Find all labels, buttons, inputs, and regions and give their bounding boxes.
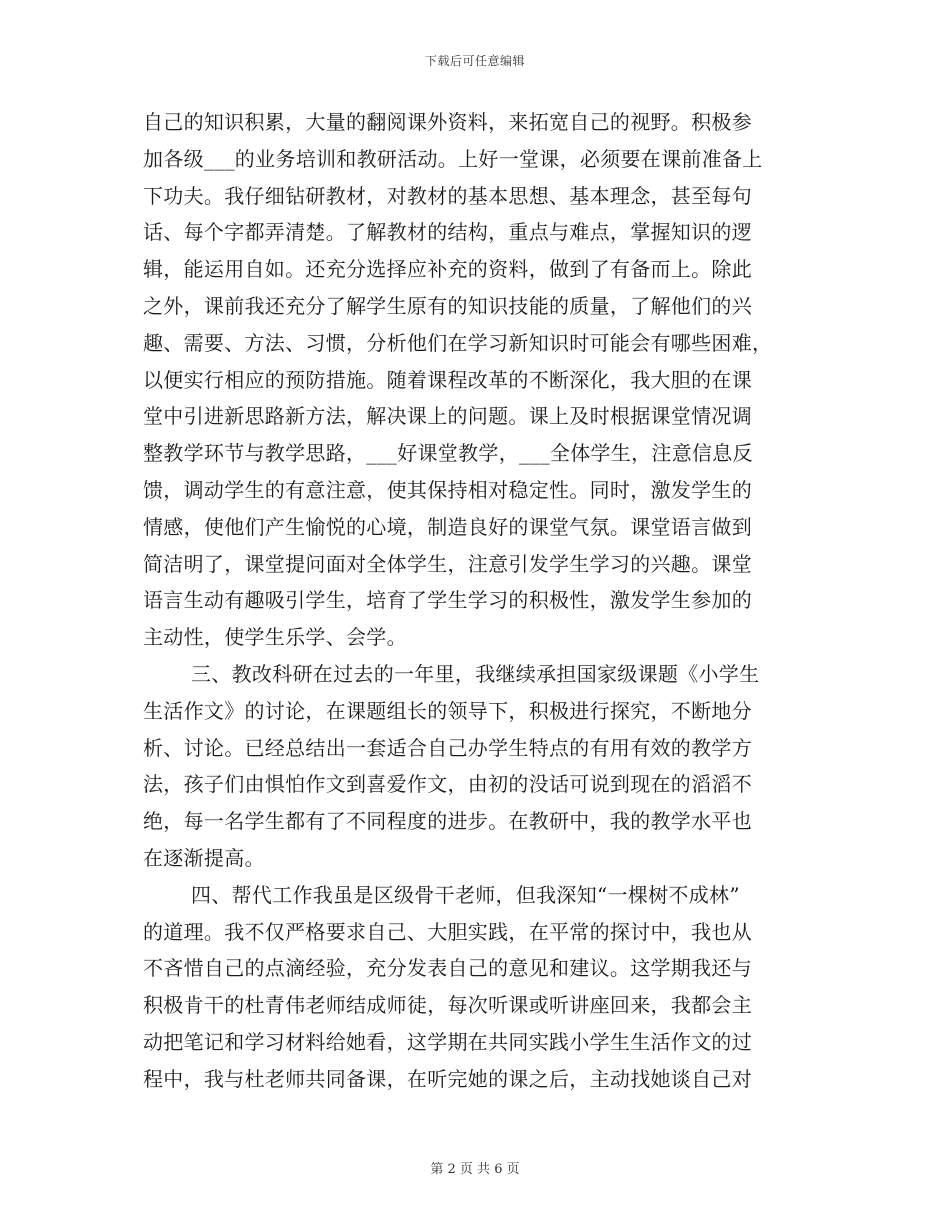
text-line: 以便实行相应的预防措施。随着课程改革的不断深化，我大胆的在课 [143, 367, 752, 392]
paragraph-start-section-4: 四、帮代工作我虽是区级骨干老师，但我深知“一棵树不成林” [191, 882, 740, 907]
text-line: 析、讨论。已经总结出一套适合自己办学生特点的有用有效的教学方 [143, 735, 752, 760]
text-line: 下功夫。我仔细钻研教材，对教材的基本思想、基本理念，甚至每句 [143, 183, 752, 208]
text-line: 生活作文》的讨论，在课题组长的领导下，积极进行探究，不断地分 [143, 698, 752, 723]
text-line: 绝，每一名学生都有了不同程度的进步。在教研中，我的教学水平也 [143, 809, 752, 834]
text-line: 在逐渐提高。 [143, 845, 265, 870]
text-line: 加各级___的业务培训和教研活动。上好一堂课，必须要在课前准备上 [143, 146, 763, 171]
text-line: 不吝惜自己的点滴经验，充分发表自己的意见和建议。这学期我还与 [143, 956, 752, 981]
paragraph-start-section-3: 三、教改科研在过去的一年里，我继续承担国家级课题《小学生 [191, 661, 760, 686]
text-line: 趣、需要、方法、习惯，分析他们在学习新知识时可能会有哪些困难， [143, 330, 773, 355]
text-line: 程中，我与杜老师共同备课，在听完她的课之后，主动找她谈自己对 [143, 1066, 752, 1091]
text-line: 辑，能运用自如。还充分选择应补充的资料，做到了有备而上。除此 [143, 257, 752, 282]
text-line: 语言生动有趣吸引学生，培育了学生学习的积极性，激发学生参加的 [143, 588, 752, 613]
text-line: 自己的知识积累，大量的翻阅课外资料，来拓宽自己的视野。积极参 [143, 110, 752, 134]
text-line: 积极肯干的杜青伟老师结成师徒，每次听课或听讲座回来，我都会主 [143, 993, 752, 1018]
text-line: 馈，调动学生的有意注意，使其保持相对稳定性。同时，激发学生的 [143, 477, 752, 502]
text-line: 主动性，使学生乐学、会学。 [143, 625, 407, 650]
text-line: 整教学环节与教学思路，___好课堂教学，___全体学生，注意信息反 [143, 441, 753, 466]
text-line: 简洁明了，课堂提问面对全体学生，注意引发学生学习的兴趣。课堂 [143, 551, 752, 576]
document-body [143, 104, 809, 1098]
page-footer: 第 2 页 共 6 页 [430, 1162, 520, 1177]
text-line: 堂中引进新思路新方法，解决课上的问题。课上及时根据课堂情况调 [143, 404, 752, 429]
text-line: 动把笔记和学习材料给她看，这学期在共同实践小学生生活作文的过 [143, 1029, 752, 1054]
text-line: 情感，使他们产生愉悦的心境，制造良好的课堂气氛。课堂语言做到 [143, 514, 752, 539]
text-line: 之外，课前我还充分了解学生原有的知识技能的质量，了解他们的兴 [143, 293, 752, 318]
page-header: 下载后可任意编辑 [424, 54, 525, 68]
text-line: 话、每个字都弄清楚。了解教材的结构，重点与难点，掌握知识的逻 [143, 220, 752, 245]
text-line: 的道理。我不仅严格要求自己、大胆实践，在平常的探讨中，我也从 [143, 919, 752, 944]
text-line: 法，孩子们由惧怕作文到喜爱作文，由初的没话可说到现在的滔滔不 [143, 772, 752, 797]
